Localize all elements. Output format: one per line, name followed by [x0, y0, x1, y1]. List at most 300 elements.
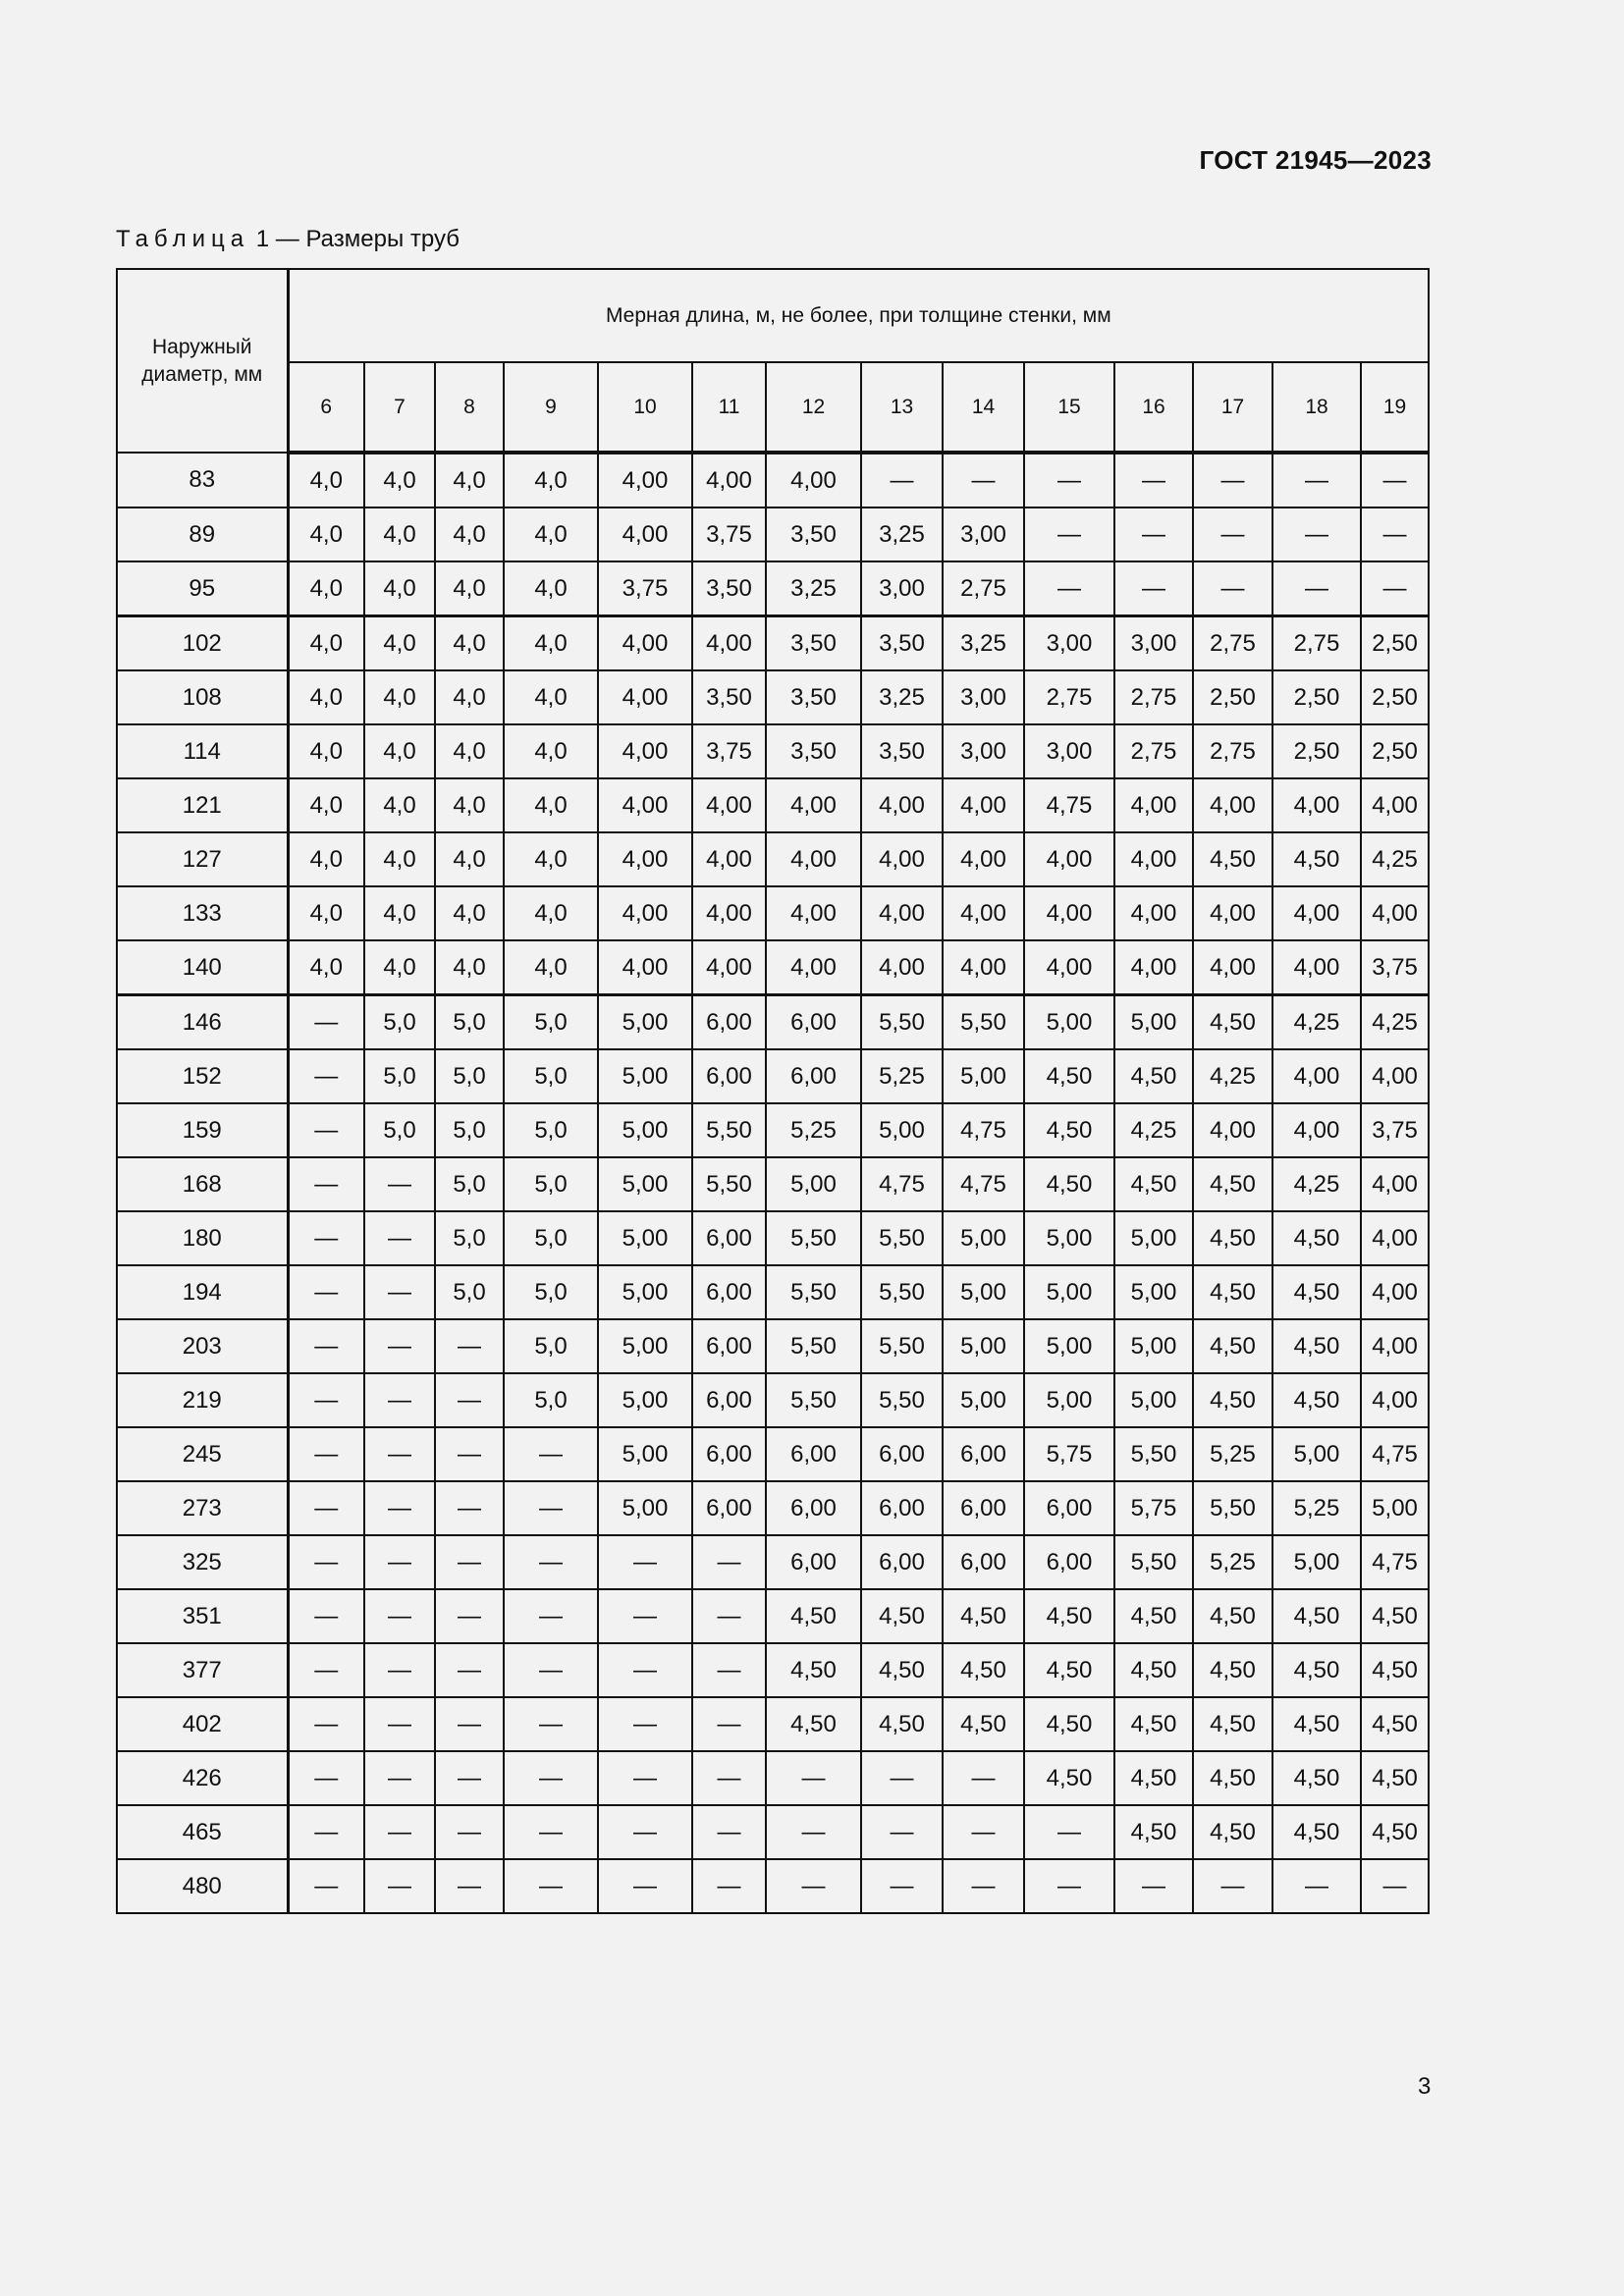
length-cell: 3,50 — [861, 616, 943, 671]
length-cell: 4,50 — [861, 1589, 943, 1643]
length-cell: — — [504, 1589, 598, 1643]
length-cell: — — [1361, 1859, 1429, 1913]
length-cell: 4,0 — [504, 561, 598, 616]
length-cell: — — [766, 1751, 861, 1805]
length-cell: — — [504, 1481, 598, 1535]
table-row — [117, 724, 1429, 778]
length-cell: 4,50 — [1272, 1805, 1361, 1859]
length-cell: 4,50 — [1193, 1751, 1272, 1805]
length-cell: 4,00 — [1024, 832, 1114, 886]
length-cell: — — [598, 1805, 692, 1859]
table-row — [117, 561, 1429, 616]
length-cell: 4,00 — [598, 778, 692, 832]
length-cell: 4,00 — [1193, 778, 1272, 832]
length-cell: 5,00 — [943, 1373, 1024, 1427]
length-cell: 4,0 — [435, 561, 504, 616]
diameter-cell: 273 — [117, 1481, 288, 1535]
length-cell: 5,50 — [1114, 1427, 1193, 1481]
length-cell: 4,00 — [692, 940, 766, 995]
length-cell: 4,50 — [1114, 1589, 1193, 1643]
length-cell: 5,00 — [598, 1211, 692, 1265]
length-cell: 5,50 — [766, 1373, 861, 1427]
length-cell: — — [435, 1427, 504, 1481]
length-cell: — — [364, 1805, 435, 1859]
length-cell: 4,50 — [1272, 1265, 1361, 1319]
length-cell: 5,00 — [861, 1103, 943, 1157]
length-cell: 4,0 — [288, 724, 364, 778]
length-cell: 3,00 — [943, 724, 1024, 778]
length-cell: — — [1024, 507, 1114, 561]
length-cell: 5,50 — [861, 1373, 943, 1427]
table-row — [117, 832, 1429, 886]
length-cell: 4,50 — [766, 1697, 861, 1751]
length-cell: 6,00 — [692, 1481, 766, 1535]
length-cell: — — [288, 1697, 364, 1751]
thickness-header: 16 — [1114, 362, 1193, 453]
length-cell: — — [1193, 1859, 1272, 1913]
length-cell: 6,00 — [692, 995, 766, 1050]
length-cell: — — [288, 1049, 364, 1103]
length-cell: — — [692, 1697, 766, 1751]
length-cell: 4,50 — [1193, 1373, 1272, 1427]
length-cell: 5,25 — [1272, 1481, 1361, 1535]
length-cell: 4,0 — [364, 832, 435, 886]
length-cell: 4,0 — [504, 670, 598, 724]
table-row — [117, 1427, 1429, 1481]
length-cell: 4,0 — [504, 940, 598, 995]
length-cell: — — [435, 1859, 504, 1913]
diameter-cell: 89 — [117, 507, 288, 561]
table-caption-label: Таблица — [116, 226, 250, 252]
length-cell: — — [288, 1427, 364, 1481]
length-cell: 4,00 — [1114, 778, 1193, 832]
length-cell: 4,50 — [1114, 1643, 1193, 1697]
thickness-header: 7 — [364, 362, 435, 453]
diameter-cell: 83 — [117, 453, 288, 507]
length-cell: 5,50 — [692, 1157, 766, 1211]
length-cell: 4,50 — [1024, 1103, 1114, 1157]
length-cell: 4,00 — [1193, 886, 1272, 940]
length-cell: 4,00 — [1114, 832, 1193, 886]
length-cell: 4,50 — [1193, 1319, 1272, 1373]
length-cell: 6,00 — [861, 1481, 943, 1535]
length-cell: 4,0 — [504, 507, 598, 561]
table-row — [117, 1211, 1429, 1265]
length-cell: 4,00 — [943, 778, 1024, 832]
length-cell: 4,0 — [504, 616, 598, 671]
length-cell: 2,50 — [1272, 724, 1361, 778]
table-row — [117, 1103, 1429, 1157]
length-cell: 4,75 — [1024, 778, 1114, 832]
length-cell: 5,00 — [1272, 1535, 1361, 1589]
length-cell: 5,00 — [1114, 1373, 1193, 1427]
length-cell: 4,00 — [1193, 940, 1272, 995]
table-row — [117, 1049, 1429, 1103]
length-cell: 3,75 — [692, 724, 766, 778]
length-cell: 3,25 — [861, 670, 943, 724]
diameter-cell: 351 — [117, 1589, 288, 1643]
length-cell: — — [364, 1751, 435, 1805]
thickness-header: 11 — [692, 362, 766, 453]
length-cell: — — [598, 1697, 692, 1751]
diameter-cell: 152 — [117, 1049, 288, 1103]
length-cell: 4,00 — [766, 940, 861, 995]
length-cell: 4,00 — [766, 778, 861, 832]
length-cell: 4,0 — [288, 886, 364, 940]
length-cell: 4,0 — [288, 778, 364, 832]
length-cell: 6,00 — [692, 1373, 766, 1427]
length-cell: 4,50 — [1114, 1049, 1193, 1103]
length-cell: 3,50 — [766, 507, 861, 561]
length-cell: 5,00 — [1024, 1373, 1114, 1427]
length-cell: — — [435, 1319, 504, 1373]
length-cell: — — [943, 1751, 1024, 1805]
length-cell: — — [1114, 507, 1193, 561]
length-cell: 6,00 — [943, 1427, 1024, 1481]
length-cell: 4,50 — [861, 1697, 943, 1751]
length-cell: 4,50 — [1193, 832, 1272, 886]
length-cell: 5,0 — [435, 1103, 504, 1157]
length-cell: 4,75 — [943, 1157, 1024, 1211]
length-cell: 4,50 — [1272, 832, 1361, 886]
table-row — [117, 1481, 1429, 1535]
length-cell: 4,00 — [598, 670, 692, 724]
length-cell: — — [435, 1535, 504, 1589]
table-row — [117, 453, 1429, 507]
table-row — [117, 1373, 1429, 1427]
length-cell: 5,0 — [364, 1049, 435, 1103]
length-cell: — — [1193, 453, 1272, 507]
length-cell: 4,50 — [1272, 1589, 1361, 1643]
diameter-cell: 325 — [117, 1535, 288, 1589]
length-cell: 5,00 — [943, 1265, 1024, 1319]
length-cell: — — [364, 1535, 435, 1589]
table-row — [117, 1643, 1429, 1697]
length-cell: 4,0 — [435, 886, 504, 940]
length-cell: 4,50 — [943, 1697, 1024, 1751]
length-cell: 4,0 — [364, 616, 435, 671]
length-cell: 4,00 — [861, 832, 943, 886]
length-cell: 5,0 — [504, 1319, 598, 1373]
length-cell: 4,00 — [1193, 1103, 1272, 1157]
diameter-cell: 480 — [117, 1859, 288, 1913]
length-cell: 4,25 — [1114, 1103, 1193, 1157]
diameter-cell: 95 — [117, 561, 288, 616]
length-cell: 6,00 — [692, 1265, 766, 1319]
diameter-cell: 465 — [117, 1805, 288, 1859]
length-cell: 5,00 — [943, 1319, 1024, 1373]
length-cell: 3,00 — [1024, 616, 1114, 671]
length-cell: — — [692, 1589, 766, 1643]
length-cell: — — [364, 1481, 435, 1535]
length-cell: 6,00 — [1024, 1535, 1114, 1589]
length-cell: 5,0 — [504, 995, 598, 1050]
length-cell: 4,0 — [288, 940, 364, 995]
length-cell: — — [598, 1535, 692, 1589]
table-row — [117, 940, 1429, 995]
length-cell: 4,0 — [364, 778, 435, 832]
length-cell: 4,00 — [598, 940, 692, 995]
length-cell: — — [288, 1481, 364, 1535]
length-cell: 5,00 — [1114, 995, 1193, 1050]
length-cell: 2,75 — [1114, 724, 1193, 778]
length-cell: 5,50 — [861, 1211, 943, 1265]
length-cell: 5,50 — [1114, 1535, 1193, 1589]
length-cell: 4,00 — [1114, 886, 1193, 940]
length-cell: — — [1114, 561, 1193, 616]
length-cell: 4,0 — [288, 507, 364, 561]
diameter-cell: 168 — [117, 1157, 288, 1211]
length-cell: 4,50 — [1361, 1805, 1429, 1859]
length-cell: 5,00 — [1024, 995, 1114, 1050]
length-cell: — — [435, 1805, 504, 1859]
table-row — [117, 1859, 1429, 1913]
length-cell: 2,50 — [1361, 724, 1429, 778]
length-cell: 4,50 — [1193, 1589, 1272, 1643]
length-cell: — — [364, 1265, 435, 1319]
length-cell: 5,00 — [598, 1157, 692, 1211]
table-row — [117, 1697, 1429, 1751]
length-cell: 4,75 — [1361, 1535, 1429, 1589]
length-cell: 4,0 — [435, 616, 504, 671]
diameter-cell: 194 — [117, 1265, 288, 1319]
length-cell: 4,50 — [1193, 1157, 1272, 1211]
length-cell: 4,50 — [1024, 1643, 1114, 1697]
length-cell: 3,50 — [766, 670, 861, 724]
length-cell: 4,50 — [1024, 1751, 1114, 1805]
length-cell: — — [288, 1103, 364, 1157]
diameter-cell: 140 — [117, 940, 288, 995]
table-row — [117, 1535, 1429, 1589]
length-cell: 4,00 — [943, 832, 1024, 886]
length-cell: 4,25 — [1361, 995, 1429, 1050]
length-cell: — — [288, 995, 364, 1050]
length-cell: 5,50 — [943, 995, 1024, 1050]
table-row — [117, 616, 1429, 671]
length-cell: 4,00 — [1361, 1211, 1429, 1265]
length-cell: 5,00 — [598, 1373, 692, 1427]
length-cell: 3,75 — [1361, 940, 1429, 995]
length-cell: — — [288, 1211, 364, 1265]
length-cell: 5,00 — [766, 1157, 861, 1211]
length-cell: 4,0 — [364, 453, 435, 507]
length-cell: — — [1361, 507, 1429, 561]
length-cell: 5,25 — [1193, 1535, 1272, 1589]
length-cell: 4,00 — [692, 886, 766, 940]
length-cell: 5,0 — [435, 1157, 504, 1211]
length-cell: 4,0 — [288, 832, 364, 886]
length-cell: 5,75 — [1114, 1481, 1193, 1535]
document-code: ГОСТ 21945—2023 — [1199, 145, 1432, 175]
length-cell: 4,50 — [1361, 1589, 1429, 1643]
length-cell: — — [504, 1427, 598, 1481]
length-cell: — — [288, 1157, 364, 1211]
length-cell: 4,00 — [1361, 886, 1429, 940]
length-cell: 6,00 — [692, 1427, 766, 1481]
length-cell: 4,50 — [1361, 1751, 1429, 1805]
length-cell: 3,50 — [692, 670, 766, 724]
length-cell: — — [504, 1697, 598, 1751]
diameter-cell: 402 — [117, 1697, 288, 1751]
length-cell: 3,00 — [1024, 724, 1114, 778]
length-cell: 6,00 — [861, 1427, 943, 1481]
length-cell: 5,00 — [598, 1481, 692, 1535]
length-cell: 4,00 — [598, 724, 692, 778]
length-cell: 4,50 — [1114, 1697, 1193, 1751]
length-cell: 4,50 — [1361, 1643, 1429, 1697]
thickness-header: 19 — [1361, 362, 1429, 453]
length-cell: 4,50 — [1272, 1211, 1361, 1265]
diameter-cell: 180 — [117, 1211, 288, 1265]
length-cell: 4,50 — [1024, 1697, 1114, 1751]
length-cell: — — [1024, 1859, 1114, 1913]
length-cell: 5,0 — [435, 1265, 504, 1319]
length-cell: — — [943, 1859, 1024, 1913]
length-cell: 5,25 — [861, 1049, 943, 1103]
length-cell: — — [861, 1859, 943, 1913]
length-cell: — — [766, 1859, 861, 1913]
length-cell: 4,0 — [435, 670, 504, 724]
length-cell: — — [288, 1373, 364, 1427]
length-cell: — — [861, 453, 943, 507]
length-cell: 3,00 — [943, 507, 1024, 561]
pipe-dimensions-table — [116, 268, 1430, 1914]
thickness-header: 14 — [943, 362, 1024, 453]
length-cell: 4,50 — [1272, 1643, 1361, 1697]
length-cell: 4,0 — [288, 616, 364, 671]
length-cell: — — [504, 1859, 598, 1913]
length-cell: 4,0 — [364, 507, 435, 561]
length-cell: 4,00 — [1272, 1049, 1361, 1103]
table-row — [117, 1805, 1429, 1859]
page-number: 3 — [1418, 2073, 1432, 2100]
length-cell: — — [435, 1697, 504, 1751]
length-cell: — — [288, 1319, 364, 1373]
length-cell: — — [504, 1643, 598, 1697]
length-cell: 5,00 — [598, 1319, 692, 1373]
length-cell: 4,00 — [598, 507, 692, 561]
length-cell: 3,50 — [766, 724, 861, 778]
thickness-header: 9 — [504, 362, 598, 453]
length-cell: — — [1361, 453, 1429, 507]
thickness-header: 6 — [288, 362, 364, 453]
length-cell: 6,00 — [766, 1049, 861, 1103]
length-cell: 2,75 — [1193, 616, 1272, 671]
table-row — [117, 670, 1429, 724]
length-cell: — — [692, 1643, 766, 1697]
diameter-cell: 133 — [117, 886, 288, 940]
length-cell: — — [288, 1589, 364, 1643]
diameter-cell: 159 — [117, 1103, 288, 1157]
length-cell: 5,0 — [435, 1211, 504, 1265]
length-cell: — — [1272, 561, 1361, 616]
length-cell: 4,0 — [504, 724, 598, 778]
length-cell: 3,50 — [861, 724, 943, 778]
length-cell: 4,0 — [288, 453, 364, 507]
table-row — [117, 507, 1429, 561]
length-cell: — — [943, 1805, 1024, 1859]
length-cell: — — [1272, 507, 1361, 561]
length-cell: 4,25 — [1361, 832, 1429, 886]
length-cell: 4,50 — [1272, 1319, 1361, 1373]
length-cell: 5,0 — [504, 1157, 598, 1211]
diameter-cell: 377 — [117, 1643, 288, 1697]
length-cell: — — [692, 1859, 766, 1913]
length-cell: — — [1193, 507, 1272, 561]
length-cell: 6,00 — [766, 1481, 861, 1535]
diameter-cell: 203 — [117, 1319, 288, 1373]
length-cell: 2,50 — [1361, 616, 1429, 671]
thickness-header: 12 — [766, 362, 861, 453]
length-cell: 4,00 — [692, 616, 766, 671]
diameter-cell: 219 — [117, 1373, 288, 1427]
length-cell: — — [766, 1805, 861, 1859]
length-cell: — — [435, 1373, 504, 1427]
length-cell: 4,00 — [1361, 1319, 1429, 1373]
length-cell: 4,50 — [1193, 1211, 1272, 1265]
table-caption — [116, 226, 460, 253]
length-cell: — — [364, 1427, 435, 1481]
thickness-header: 15 — [1024, 362, 1114, 453]
length-cell: 4,00 — [598, 453, 692, 507]
length-cell: 3,75 — [1361, 1103, 1429, 1157]
length-cell: 5,00 — [598, 1103, 692, 1157]
length-cell: 4,00 — [1024, 940, 1114, 995]
length-cell: 4,50 — [861, 1643, 943, 1697]
length-cell: 3,25 — [943, 616, 1024, 671]
length-cell: — — [435, 1751, 504, 1805]
diameter-cell: 146 — [117, 995, 288, 1050]
length-cell: 5,50 — [861, 1319, 943, 1373]
length-cell: 4,50 — [1272, 1697, 1361, 1751]
thickness-header: 8 — [435, 362, 504, 453]
length-cell: — — [435, 1481, 504, 1535]
length-cell: 6,00 — [692, 1049, 766, 1103]
thickness-header: 13 — [861, 362, 943, 453]
length-cell: — — [1114, 453, 1193, 507]
table-row — [117, 1589, 1429, 1643]
length-cell: 4,00 — [1361, 1049, 1429, 1103]
length-cell: 4,0 — [364, 561, 435, 616]
length-cell: 4,0 — [435, 724, 504, 778]
length-cell: 2,75 — [1272, 616, 1361, 671]
length-cell: 4,0 — [435, 453, 504, 507]
length-cell: 4,00 — [861, 886, 943, 940]
length-cell: 4,00 — [598, 886, 692, 940]
length-cell: 5,00 — [1114, 1211, 1193, 1265]
length-cell: — — [364, 1589, 435, 1643]
length-cell: 5,00 — [1024, 1265, 1114, 1319]
length-cell: 5,00 — [598, 1265, 692, 1319]
length-cell: 4,00 — [598, 832, 692, 886]
length-cell: — — [1024, 1805, 1114, 1859]
length-cell: 6,00 — [943, 1481, 1024, 1535]
length-cell: 4,00 — [1272, 778, 1361, 832]
length-cell: 5,00 — [1361, 1481, 1429, 1535]
length-cell: 5,50 — [861, 1265, 943, 1319]
length-cell: — — [364, 1319, 435, 1373]
length-cell: 4,0 — [364, 940, 435, 995]
diameter-cell: 426 — [117, 1751, 288, 1805]
length-cell: 2,75 — [1024, 670, 1114, 724]
length-cell: — — [364, 1697, 435, 1751]
length-cell: 5,0 — [504, 1265, 598, 1319]
length-cell: — — [504, 1751, 598, 1805]
length-cell: — — [692, 1535, 766, 1589]
length-cell: 4,0 — [435, 940, 504, 995]
length-cell: 4,25 — [1193, 1049, 1272, 1103]
table-row — [117, 1265, 1429, 1319]
